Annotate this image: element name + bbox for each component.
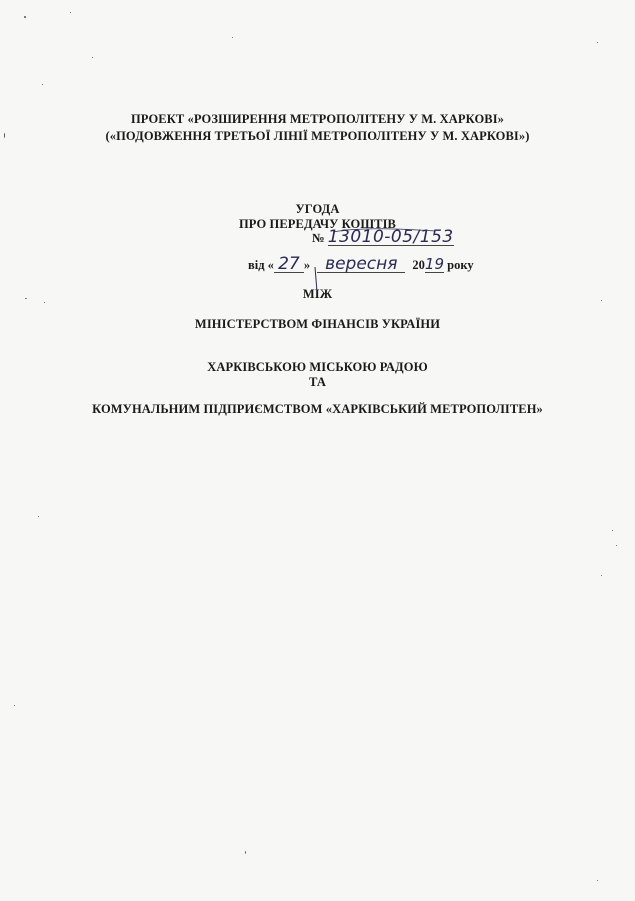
scan-speck <box>25 298 27 299</box>
scan-speck <box>232 37 233 38</box>
handwritten-day: 27 <box>274 256 304 273</box>
scan-speck <box>38 516 39 517</box>
party-ministry: МІНІСТЕРСТВОМ ФІНАНСІВ УКРАЇНИ <box>194 317 441 331</box>
project-subtitle: («ПОДОВЖЕННЯ ТРЕТЬОЇ ЛІНІЇ МЕТРОПОЛІТЕНУ У М. ХАРКОВІ») <box>105 129 530 143</box>
handwritten-year: 19 <box>424 255 445 273</box>
scan-speck <box>42 84 43 85</box>
year-prefix: 20 <box>412 258 425 272</box>
scan-speck <box>597 880 598 881</box>
project-title: ПРОЕКТ «РОЗШИРЕННЯ МЕТРОПОЛІТЕНУ У М. ХАРКОВІ» <box>130 112 505 126</box>
handwritten-number: 13010-05/153 <box>327 227 454 247</box>
scan-speck <box>70 12 71 13</box>
scan-speck <box>14 705 15 706</box>
scan-speck <box>601 575 602 576</box>
party-city-council: ХАРКІВСЬКОЮ МІСЬКОЮ РАДОЮ <box>207 360 428 374</box>
scan-speck <box>245 851 246 854</box>
scan-speck <box>24 16 26 18</box>
party-metro: КОМУНАЛЬНИМ ПІДПРИЄМСТВОМ «ХАРКІВСЬКИЙ МЕТРОПОЛІТЕН» <box>92 402 543 416</box>
scan-speck <box>44 302 45 303</box>
agreement-title: УГОДА <box>295 202 340 216</box>
between-label: МІЖ <box>302 287 333 301</box>
agreement-subtitle: ПРО ПЕРЕДАЧУ КОШТІВ <box>238 217 396 231</box>
date-suffix: року <box>447 258 474 272</box>
handwritten-month: вересня <box>317 256 405 273</box>
scan-speck <box>4 133 5 138</box>
scan-speck <box>601 300 602 301</box>
handwriting-strokes-icon <box>303 222 453 302</box>
date-mid: » <box>303 258 311 272</box>
conjunction-label: ТА <box>309 375 326 389</box>
scan-speck <box>597 42 598 43</box>
date-prefix: від « <box>248 258 274 272</box>
scan-speck <box>612 530 613 531</box>
scan-speck <box>616 545 617 546</box>
scan-speck <box>92 57 93 58</box>
number-prefix: № <box>312 231 325 245</box>
